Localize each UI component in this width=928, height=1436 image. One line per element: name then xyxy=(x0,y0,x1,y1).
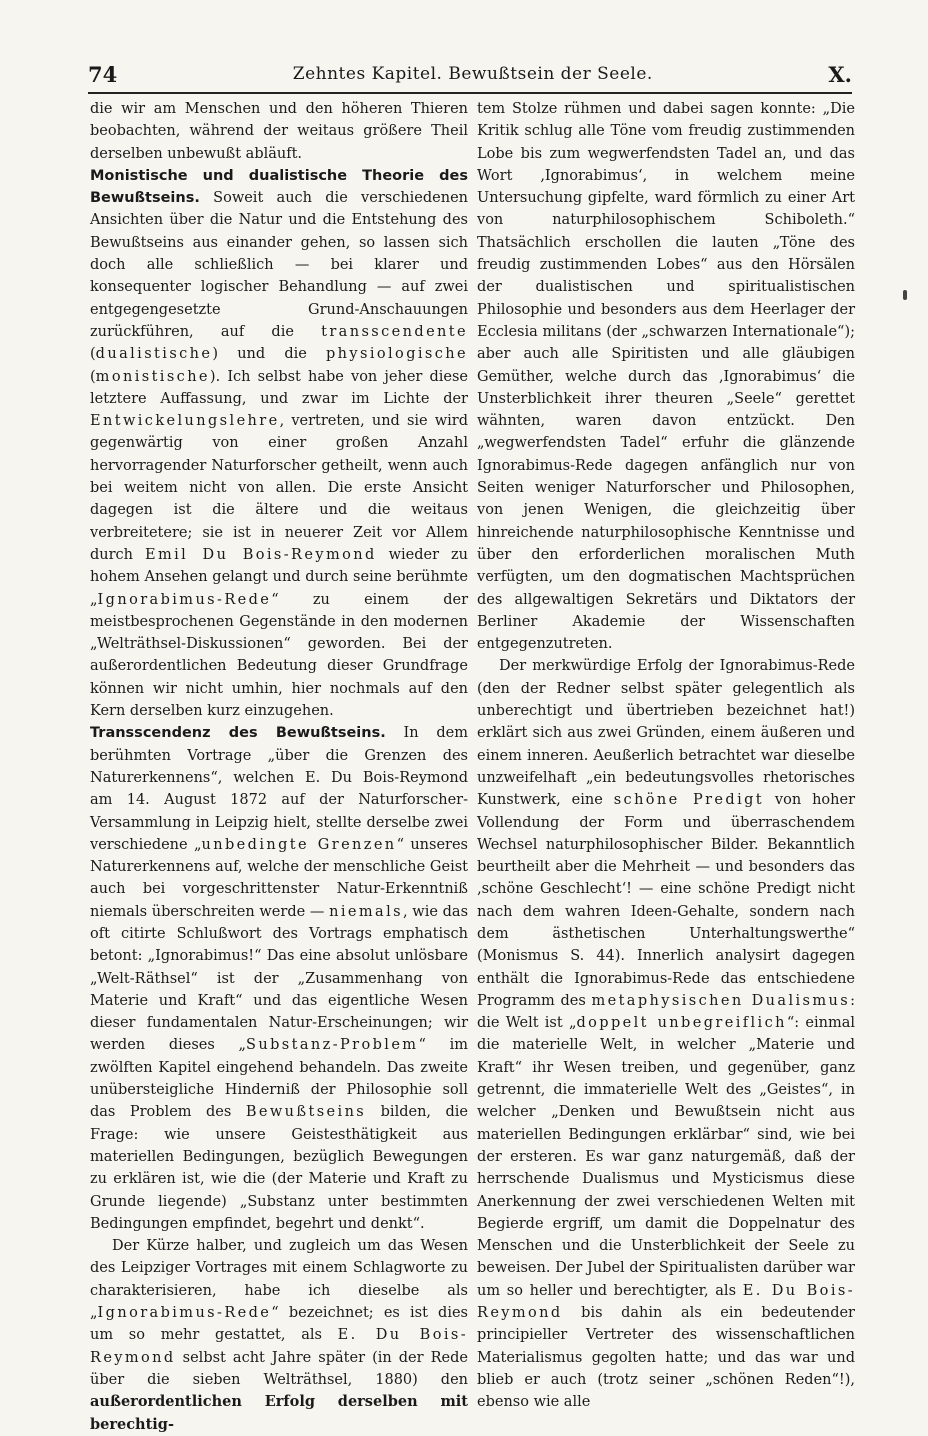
section-heading: Transscendenz des Bewußtseins. xyxy=(90,725,386,742)
text: bis dahin als ein bedeutender principieller Vertreter des wissenschaftlichen Materialismus gegolten hatte; und das war und blieb er auch (trotz seiner „schönen Reden“!), ebenso wie alle xyxy=(477,1305,855,1411)
spaced-term: monistische xyxy=(95,368,210,385)
spaced-term: Bewußtseins xyxy=(245,1104,367,1121)
text: wieder zu hohem Ansehen gelangt und durch seine berühmte „ xyxy=(90,546,468,608)
paragraph xyxy=(90,1235,468,1436)
text: “ zu einem der meistbesprochenen Gegenstände in den modernen „Welträthsel-Diskussionen“ geworden. Bei der außerordentlichen Bedeutung dieser Grundfrage können wir nicht umhin, hier nochmals auf den Kern derselben kurz einzugehen. xyxy=(90,591,468,720)
paragraph xyxy=(90,98,468,165)
spaced-term: dualistische xyxy=(95,346,213,363)
spaced-term: Substanz-Problem xyxy=(246,1037,419,1054)
text: “ bezeichnet; es ist dies um so mehr gestattet, als xyxy=(90,1305,468,1344)
paragraph xyxy=(90,165,468,722)
text: , vertreten, und sie wird gegenwärtig von einer großen Anzahl hervorragender Naturforscher getheilt, wenn auch bei weitem nicht von allen. Die erste Ansicht dagegen ist die ältere und die weitaus verbreitetere; sie ist in neuerer Zeit vor Allem durch xyxy=(90,413,468,563)
running-header xyxy=(88,58,852,90)
text: “: einmal die materielle Welt, in welcher „Materie und Kraft“ ihr Wesen treiben, und gegenüber, ganz getrennt, die immaterielle Welt des „Geistes“, in welcher „Denken und Bewußtsein nicht aus materiellen Bedingungen erklärbar“ sind, wie bei der ersteren. Es war ganz naturgemäß, daß der herrschende Dualismus und Mysticismus diese Anerkennung der zwei verschiedenen Welten mit Begierde ergriff, um damit die Doppelnatur des Menschen und die Unsterblichkeit der Seele zu beweisen. Der Jubel der Spiritualisten darüber war um so heller und berechtigter, als xyxy=(477,1015,855,1299)
text: “ unseres Naturerkennens auf, welche der menschliche Geist auch bei vorgeschrittenster Natur-Erkenntniß niemals überschreiten werde — xyxy=(90,836,468,920)
page-number: 74 xyxy=(88,61,118,87)
text: ). Ich selbst habe von jeher diese letztere Auffassung, und zwar im Lichte der xyxy=(90,368,468,407)
paragraph xyxy=(90,722,468,1235)
text: : die Welt ist „ xyxy=(477,992,855,1032)
header-rule xyxy=(88,92,852,94)
paragraph xyxy=(477,655,855,1413)
text: selbst acht Jahre später (in der Rede über die sieben Welträthsel, 1880) den xyxy=(90,1349,468,1388)
text: bilden, die Frage: wie unsere Geistesthätigkeit aus materiellen Bedingungen, bezüglich Bewegungen zu erklären ist, wie die (der Materie und Kraft zu Grunde liegende) „Substanz unter bestimmten Bedingungen empfindet, begehrt und denkt“. xyxy=(90,1104,468,1232)
text: Der Kürze halber, und zugleich um das Wesen des Leipziger Vortrages mit einem Schlagworte zu charakterisieren, habe ich dieselbe als „ xyxy=(90,1238,468,1322)
section-heading: Monistische und dualistische Theorie des Bewußtseins. xyxy=(90,167,468,207)
spaced-term: transscendente xyxy=(321,323,468,340)
spaced-term: physiologische xyxy=(326,346,468,363)
text: Soweit auch die verschiedenen Ansichten über die Natur und die Entstehung des Bewußtseins aus einander gehen, so lassen sich doch alle schließlich — bei klarer und konsequenter logischer Behandlung — auf zwei entgegengesetzte Grund-Anschauungen zurückführen, auf die xyxy=(90,190,468,340)
text: Der merkwürdige Erfolg der Ignorabimus-Rede (den der Redner selbst später gelegentlich als unberechtigt und übertrieben bezeichnet hat!) erklärt sich aus zwei Gründen, einem äußeren und einem inneren. Aeußerlich betrachtet war dieselbe unzweifelhaft „ein bedeutungsvolles rhetorisches Kunstwerk, eine xyxy=(477,658,855,809)
spaced-term: Ignorabimus-Rede xyxy=(97,591,272,608)
spaced-term: E. Du Bois-Reymond xyxy=(477,1282,855,1322)
spaced-term: Entwickelungslehre xyxy=(90,413,280,430)
text: ( xyxy=(90,346,96,363)
spaced-term: niemals xyxy=(329,903,403,920)
text: von hoher Vollendung der Form und überraschendem Wechsel naturphilosophischer Bilder. Bekanntlich beurtheilt aber die Mehrheit — und besonders das ‚schöne Geschlecht‘! — eine schöne Predigt nicht nach dem wahren Ideen-Gehalte, sondern nach dem ästhetischen Unterhaltungswerthe“ (Monismus S. 44). Innerlich analysirt dagegen enthält die Ignorabimus-Rede das entschiedene Programm des xyxy=(477,792,856,1009)
margin-mark xyxy=(903,290,907,300)
text: die wir am Menschen und den höheren Thieren beobachten, während der weitaus größere Theil derselben unbewußt abläuft. xyxy=(90,101,468,162)
spaced-term: schöne Predigt xyxy=(613,792,765,809)
text: tem Stolze rühmen und dabei sagen konnte: „Die Kritik schlug alle Töne vom freudig zustimmenden Lobe bis zum wegwerfendsten Tadel an, und das Wort ‚Ignorabimus‘, in welchem meine Untersuchung gipfelte, ward förmlich zu einer Art von naturphilosophischem Schiboleth.“ Thatsächlich erschollen die lauten „Töne des freudig zustimmenden Lobes“ aus den Hörsälen der dualistischen und spiritualistischen Philosophie und besonders aus dem Heerlager der Ecclesia militans (der „schwarzen Internationale“); aber auch alle Spiritisten und alle gläubigen Gemüther, welche durch das ‚Ignorabimus‘ die Unsterblichkeit ihrer theuren „Seele“ gerettet wähnten, waren davon entzückt. Den „wegwerfendsten Tadel“ erfuhr die glänzende Ignorabimus-Rede dagegen anfänglich nur von Seiten weniger Naturforscher und Philosophen, von jenen Wenigen, die gleichzeitig über hinreichende naturphilosophische Kenntnisse und über den erforderlichen moralischen Muth verfügten, um den dogmatischen Machtsprüchen des allgewaltigen Sekretärs und Diktators der Berliner Akademie der Wissenschaften entgegenzutreten. xyxy=(477,101,855,653)
text: ) und die xyxy=(212,346,326,363)
text: , wie das oft citirte Schlußwort des Vortrags emphatisch betont: „Ignorabimus!“ Das eine absolut unlösbare „Welt-Räthsel“ ist der „Zusammenhang von Materie und Kraft“ und das eigentliche Wesen dieser fundamentalen Natur-Erscheinungen; wir werden dieses „ xyxy=(90,903,469,1054)
text: “ im zwölften Kapitel eingehend behandeln. Das zweite unübersteigliche Hinderniß der Philosophie soll das Problem des xyxy=(90,1037,468,1121)
right-column xyxy=(477,98,856,1411)
bold-text: außerordentlichen Erfolg derselben mit berechtig- xyxy=(90,1393,468,1433)
spaced-term: unbedingte Grenzen xyxy=(201,836,397,853)
spaced-term: Ignorabimus-Rede xyxy=(97,1305,272,1322)
spaced-term: E. Du Bois-Reymond xyxy=(90,1327,469,1366)
text: In dem berühmten Vortrage „über die Grenzen des Naturerkennens“, welchen E. Du Bois-Reymond am 14. August 1872 auf der Naturforscher-Versammlung in Leipzig hielt, stellte derselbe zwei verschiedene „ xyxy=(90,725,468,853)
spaced-term: metaphysischen Dualismus xyxy=(591,992,851,1009)
spaced-term: doppelt unbegreiflich xyxy=(576,1015,787,1032)
chapter-number: X. xyxy=(828,61,852,87)
running-title: Zehntes Kapitel. Bewußtsein der Seele. xyxy=(292,64,653,84)
left-column xyxy=(90,98,469,1433)
paragraph xyxy=(477,98,855,655)
text: ( xyxy=(90,368,96,385)
spaced-term: Emil Du Bois-Reymond xyxy=(144,546,377,563)
